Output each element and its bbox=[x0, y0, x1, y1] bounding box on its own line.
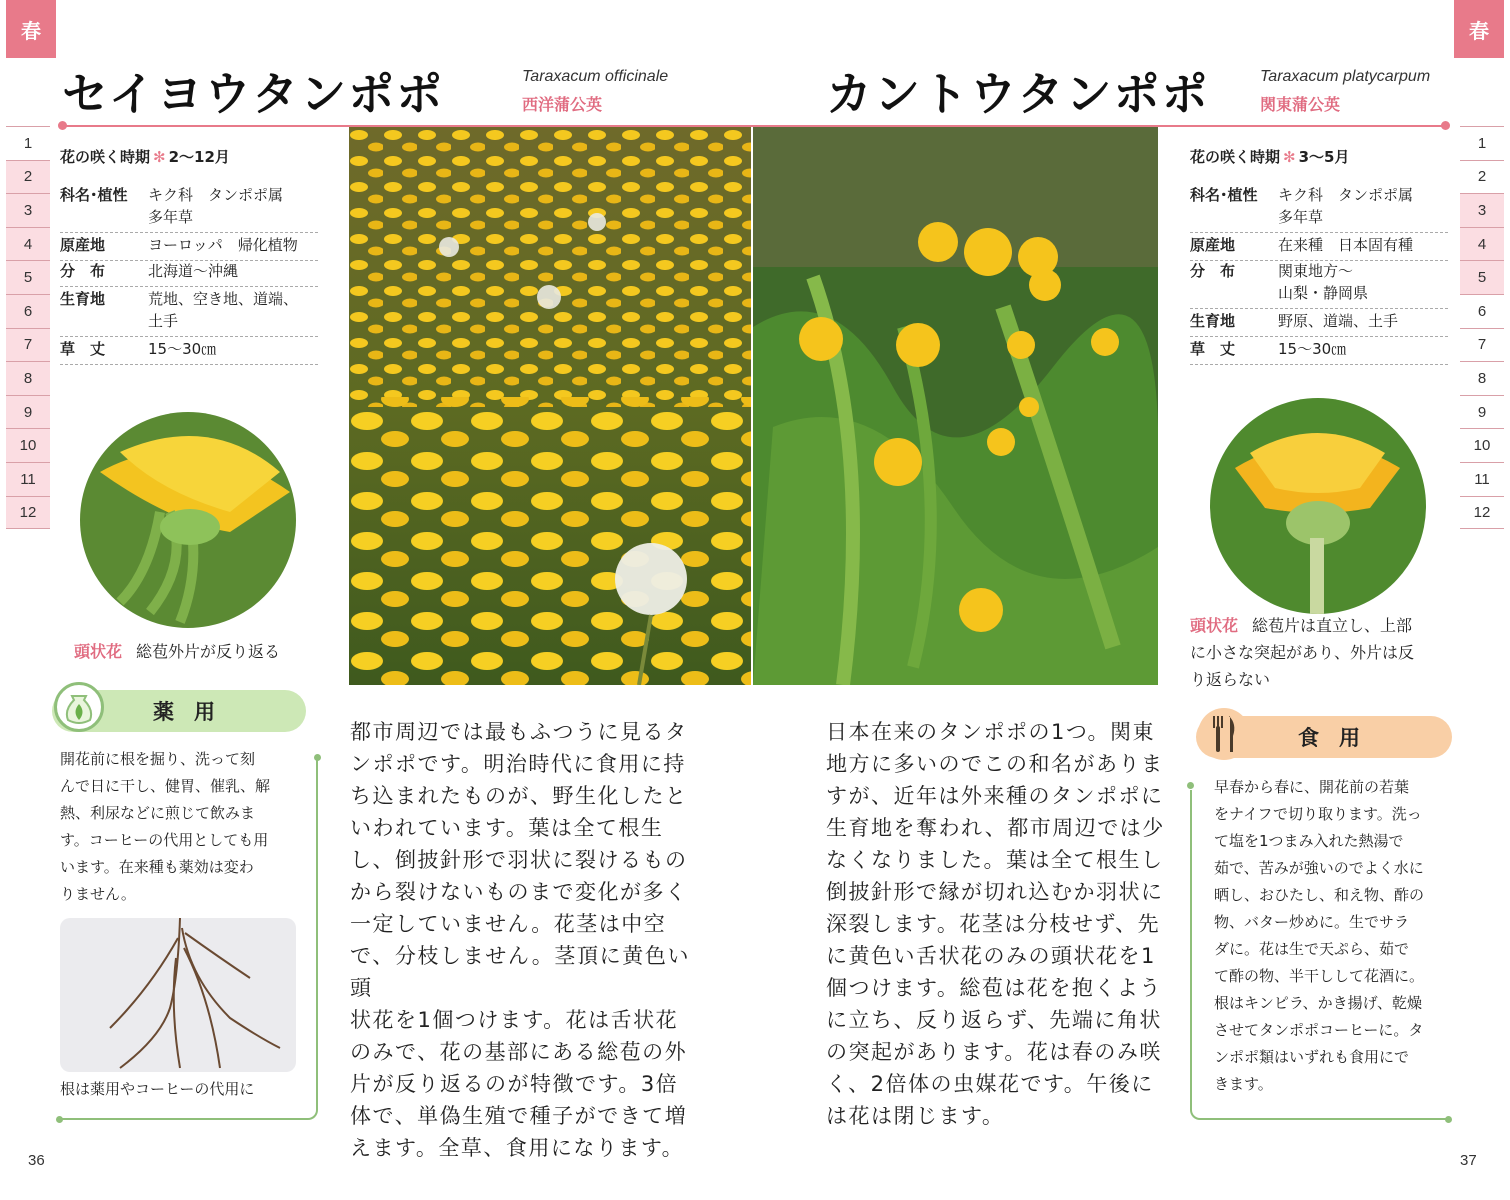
bracket-dot bbox=[314, 754, 321, 761]
info-value: 15～30㎝ bbox=[148, 340, 217, 358]
text-line: の突起があります。花は春のみ咲 bbox=[826, 1040, 1162, 1064]
text-line: 状花を1個つけます。花は舌状花 bbox=[350, 1008, 679, 1032]
info-key bbox=[60, 310, 148, 332]
text-line: をナイフで切り取ります。洗っ bbox=[1214, 805, 1422, 823]
caption-text: 総苞外片が反り返る bbox=[136, 642, 281, 661]
info-value: 多年草 bbox=[1278, 208, 1324, 226]
kanji-name-right: 関東蒲公英 bbox=[1260, 95, 1341, 114]
text-line: 体で、単偽生殖で種子ができて増 bbox=[350, 1104, 688, 1128]
month-index-item[interactable]: 12 bbox=[6, 496, 50, 530]
info-key bbox=[1190, 282, 1278, 304]
season-tab-left[interactable]: 春 bbox=[6, 0, 56, 58]
scientific-name-left: Taraxacum officinale bbox=[522, 68, 669, 85]
info-value: 在来種 日本固有種 bbox=[1278, 236, 1414, 254]
month-index-item[interactable]: 9 bbox=[1460, 395, 1504, 429]
info-row bbox=[1190, 282, 1448, 309]
month-index-item[interactable]: 11 bbox=[6, 462, 50, 496]
scientific-name-right: Taraxacum platycarpum bbox=[1260, 68, 1431, 85]
caption-line bbox=[1190, 612, 1452, 639]
photo-dandelion-field bbox=[349, 127, 751, 685]
info-value: 15～30㎝ bbox=[1278, 340, 1347, 358]
text-line: 都市周辺では最もふつうに見るタ bbox=[350, 720, 688, 744]
text-line: て酢の物、半干しして花酒に。 bbox=[1214, 967, 1425, 985]
edible-box-title: 食用 bbox=[1298, 726, 1380, 750]
info-key: 原産地 bbox=[60, 236, 106, 254]
photo-root bbox=[60, 918, 296, 1072]
month-index-item[interactable]: 5 bbox=[6, 260, 50, 294]
circle-caption-left bbox=[74, 638, 280, 665]
bloom-label: 花の咲く時期 bbox=[60, 148, 151, 166]
season-tab-right[interactable]: 春 bbox=[1454, 0, 1504, 58]
info-row bbox=[1190, 234, 1448, 261]
text-line: 個つけます。総苞は花を抱くよう bbox=[826, 976, 1162, 1000]
header-rule-dot-right bbox=[1441, 121, 1450, 130]
caption-label: 頭状花 bbox=[74, 642, 123, 661]
info-row bbox=[60, 310, 318, 337]
info-value: 北海道～沖縄 bbox=[148, 262, 239, 280]
info-value: 野原、道端、土手 bbox=[1278, 312, 1399, 330]
circle-caption-right bbox=[1190, 612, 1452, 693]
text-line: んで日に干し、健胃、催乳、解 bbox=[60, 777, 271, 795]
info-row bbox=[60, 338, 318, 365]
month-index-item[interactable]: 11 bbox=[1460, 462, 1504, 496]
info-key bbox=[60, 206, 148, 228]
month-index-item[interactable]: 4 bbox=[6, 227, 50, 261]
root-caption: 根は薬用やコーヒーの代用に bbox=[60, 1080, 255, 1098]
month-index-left bbox=[6, 126, 50, 529]
info-row bbox=[60, 260, 318, 287]
info-key: 分 布 bbox=[60, 262, 106, 280]
medicinal-box-title: 薬用 bbox=[153, 700, 235, 724]
info-key: 生育地 bbox=[1190, 312, 1236, 330]
text-line: きます。 bbox=[1214, 1075, 1273, 1093]
text-line: りません。 bbox=[60, 885, 136, 903]
info-value: キク科 タンポポ属 bbox=[1278, 186, 1414, 204]
herb-bag-icon bbox=[54, 682, 104, 732]
info-key: 生育地 bbox=[60, 290, 106, 308]
photo-kanto-dandelion bbox=[753, 127, 1158, 685]
text-line: から裂けないものまで変化が多く bbox=[350, 880, 688, 904]
star-icon: ✻ bbox=[1283, 148, 1296, 166]
month-index-item[interactable]: 7 bbox=[1460, 328, 1504, 362]
bloom-label: 花の咲く時期 bbox=[1190, 148, 1281, 166]
info-value: 土手 bbox=[148, 312, 179, 330]
caption-text: 総苞片は直立し、上部 bbox=[1252, 616, 1413, 635]
text-line: ダに。花は生で天ぷら、茹で bbox=[1214, 940, 1410, 958]
text-line: 片が反り返るのが特徴です。3倍 bbox=[350, 1072, 679, 1096]
month-index-item[interactable]: 3 bbox=[6, 193, 50, 227]
text-line: は花は閉じます。 bbox=[826, 1104, 1005, 1128]
month-index-item[interactable]: 6 bbox=[6, 294, 50, 328]
info-value: ヨーロッパ 帰化植物 bbox=[148, 236, 298, 254]
info-key: 草 丈 bbox=[1190, 340, 1236, 358]
star-icon: ✻ bbox=[153, 148, 166, 166]
month-index-item[interactable]: 2 bbox=[6, 160, 50, 194]
text-line: ンポポ類はいずれも食用にで bbox=[1214, 1048, 1410, 1066]
text-line: ち込まれたものが、野生化したと bbox=[350, 784, 688, 808]
page-number-left: 36 bbox=[28, 1152, 45, 1169]
text-line: て塩を1つまみ入れた熱湯で bbox=[1214, 832, 1404, 850]
month-index-item[interactable]: 3 bbox=[1460, 193, 1504, 227]
info-row bbox=[1190, 338, 1448, 365]
info-key: 原産地 bbox=[1190, 236, 1236, 254]
caption-label: 頭状花 bbox=[1190, 616, 1239, 635]
info-value: 荒地、空き地、道端、 bbox=[148, 290, 299, 308]
info-value: 関東地方～ bbox=[1278, 262, 1354, 280]
text-line: す。コーヒーの代用としても用 bbox=[60, 831, 269, 849]
month-index-item[interactable]: 4 bbox=[1460, 227, 1504, 261]
kanji-name-left: 西洋蒲公英 bbox=[522, 95, 603, 114]
description-left bbox=[350, 716, 690, 1164]
text-line: 倒披針形で縁が切れ込むか羽状に bbox=[826, 880, 1164, 904]
text-line: に立ち、反り返らず、先端に角状 bbox=[826, 1008, 1162, 1032]
info-row bbox=[1190, 206, 1448, 233]
bloom-value: 3～5月 bbox=[1298, 148, 1350, 166]
species-title-right: カントウタンポポ bbox=[826, 67, 1210, 121]
month-index-item[interactable]: 9 bbox=[6, 395, 50, 429]
text-line: 開花前に根を掘り、洗って刻 bbox=[60, 750, 256, 768]
info-key: 科名･植性 bbox=[60, 186, 128, 204]
bloom-period-left bbox=[60, 146, 230, 167]
text-line: く、2倍体の虫媒花です。午後に bbox=[826, 1072, 1154, 1096]
info-value: キク科 タンポポ属 bbox=[148, 186, 284, 204]
text-line: 晒し、おひたし、和え物、酢の bbox=[1214, 886, 1425, 904]
text-line: 日本在来のタンポポの1つ。関東 bbox=[826, 720, 1156, 744]
photo-flower-head-right bbox=[1210, 398, 1426, 614]
info-value: 多年草 bbox=[148, 208, 194, 226]
fork-knife-icon bbox=[1198, 708, 1250, 760]
text-line: いわれています。葉は全て根生 bbox=[350, 816, 664, 840]
text-line: ンポポです。明治時代に食用に持 bbox=[350, 752, 686, 776]
text-line: し、倒披針形で羽状に裂けるもの bbox=[350, 848, 688, 872]
month-index-item[interactable]: 10 bbox=[1460, 428, 1504, 462]
info-value: 山梨・静岡県 bbox=[1278, 284, 1369, 302]
text-line: 茹で、苦みが強いのでよく水に bbox=[1214, 859, 1424, 877]
text-line: で、分枝しません。茎頂に黄色い頭 bbox=[350, 944, 690, 1000]
text-line: のみで、花の基部にある総苞の外 bbox=[350, 1040, 688, 1064]
caption-text: に小さな突起があり、外片は反 bbox=[1190, 643, 1415, 662]
month-index-item[interactable]: 7 bbox=[6, 328, 50, 362]
bloom-value: 2～12月 bbox=[168, 148, 230, 166]
month-index-item[interactable]: 1 bbox=[1460, 126, 1504, 160]
month-index-right bbox=[1460, 126, 1504, 529]
info-key: 草 丈 bbox=[60, 340, 106, 358]
edible-box-bracket bbox=[1190, 790, 1448, 1120]
text-line: 熱、利尿などに煎じて飲みま bbox=[60, 804, 256, 822]
month-index-item[interactable]: 10 bbox=[6, 428, 50, 462]
text-line: 地方に多いのでこの和名がありま bbox=[826, 752, 1164, 776]
photo-flower-head-left bbox=[80, 412, 296, 628]
text-line: 生育地を奪われ、都市周辺では少 bbox=[826, 816, 1165, 840]
info-row bbox=[60, 206, 318, 233]
info-key bbox=[1190, 206, 1278, 228]
info-key: 科名･植性 bbox=[1190, 186, 1258, 204]
bracket-dot bbox=[56, 1116, 63, 1123]
month-index-item[interactable]: 8 bbox=[1460, 361, 1504, 395]
text-line: 早春から春に、開花前の若葉 bbox=[1214, 778, 1410, 796]
text-line: 物、バター炒めに。生でサラ bbox=[1214, 913, 1410, 931]
bracket-dot bbox=[1187, 782, 1194, 789]
month-index-item[interactable]: 12 bbox=[1460, 496, 1504, 530]
info-row bbox=[1190, 310, 1448, 337]
info-key: 分 布 bbox=[1190, 262, 1236, 280]
bloom-period-right bbox=[1190, 146, 1349, 167]
text-line: 深裂します。花茎は分枝せず、先 bbox=[826, 912, 1161, 936]
month-index-item[interactable]: 1 bbox=[6, 126, 50, 160]
text-line: 根はキンピラ、かき揚げ、乾燥 bbox=[1214, 994, 1423, 1012]
species-title-left: セイヨウタンポポ bbox=[62, 67, 445, 121]
text-line: なくなりました。葉は全て根生し bbox=[826, 848, 1164, 872]
text-line: させてタンポポコーヒーに。タ bbox=[1214, 1021, 1424, 1039]
info-row bbox=[60, 234, 318, 261]
caption-line bbox=[1190, 666, 1452, 693]
text-line: えます。全草、食用になります。 bbox=[350, 1136, 685, 1160]
page-number-right: 37 bbox=[1460, 1152, 1477, 1169]
caption-line bbox=[1190, 639, 1452, 666]
month-index-item[interactable]: 8 bbox=[6, 361, 50, 395]
month-index-item[interactable]: 6 bbox=[1460, 294, 1504, 328]
bracket-dot bbox=[1445, 1116, 1452, 1123]
month-index-item[interactable]: 2 bbox=[1460, 160, 1504, 194]
text-line: すが、近年は外来種のタンポポに bbox=[826, 784, 1164, 808]
description-right bbox=[826, 716, 1166, 1132]
text-line: います。在来種も薬効は変わ bbox=[60, 858, 254, 876]
month-index-item[interactable]: 5 bbox=[1460, 260, 1504, 294]
text-line: に黄色い舌状花のみの頭状花を1 bbox=[826, 944, 1156, 968]
caption-text: り返らない bbox=[1190, 670, 1271, 689]
text-line: 一定していません。花茎は中空 bbox=[350, 912, 667, 936]
